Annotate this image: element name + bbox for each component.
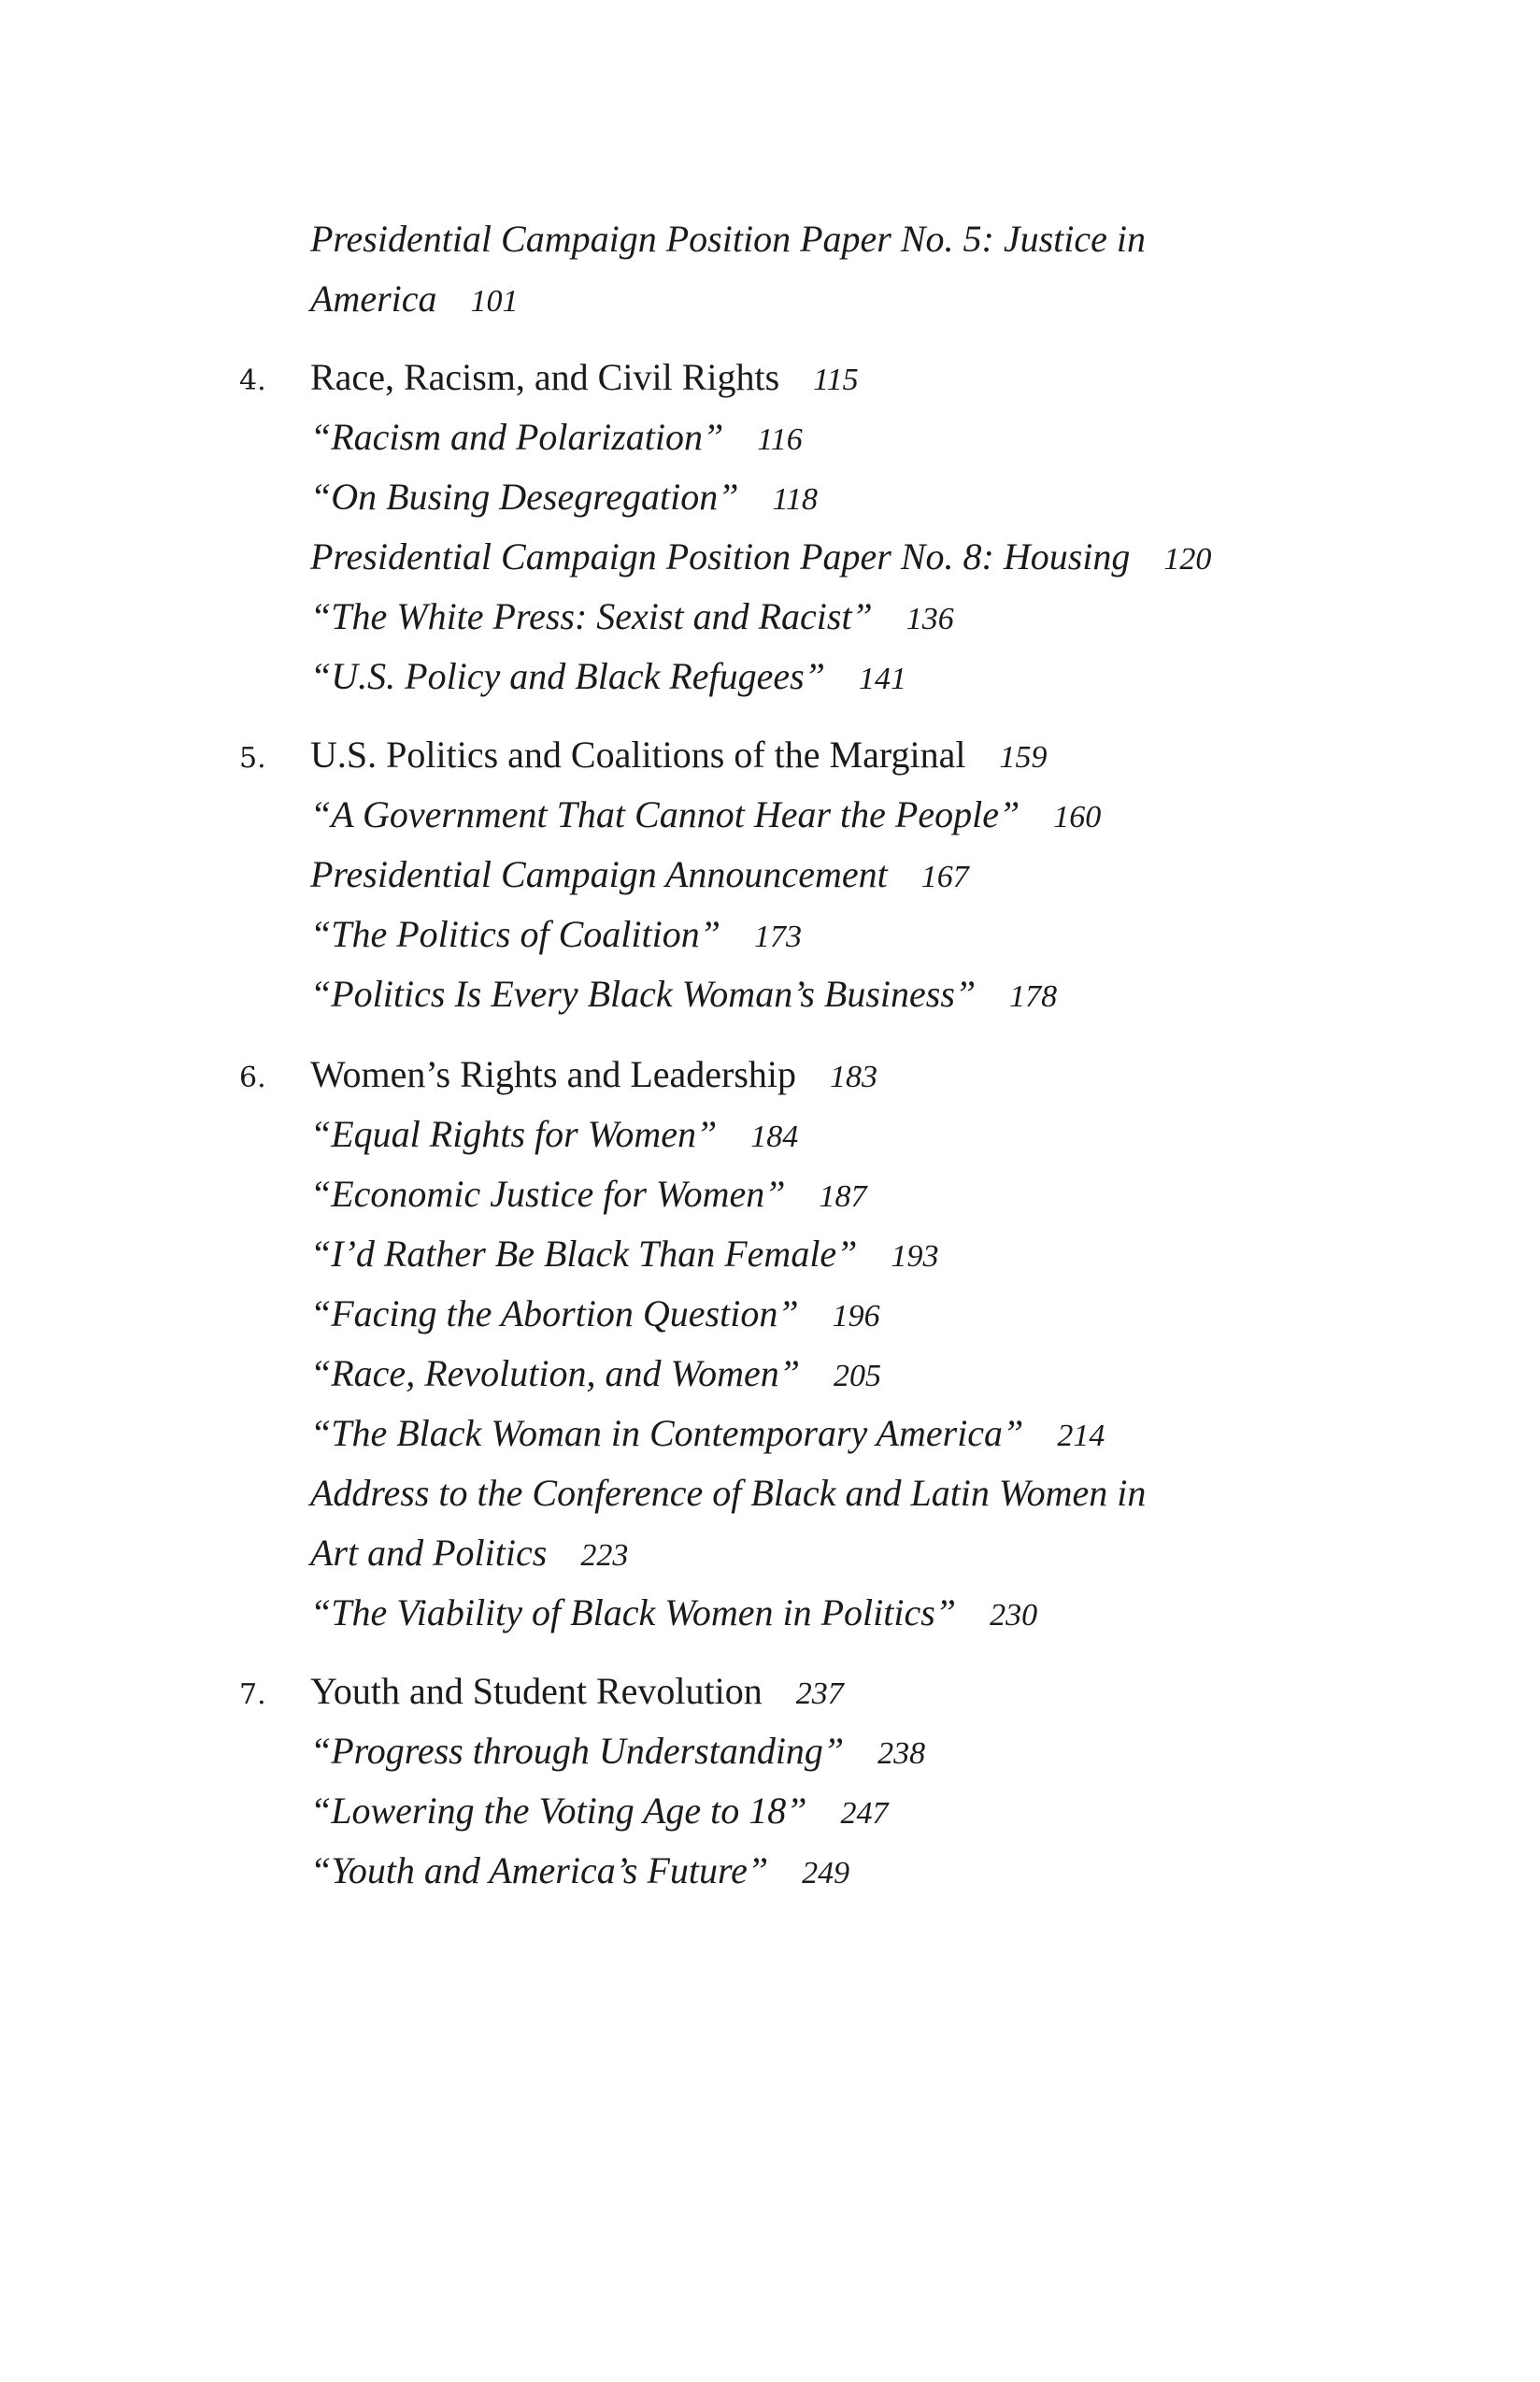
entry-page: 187 xyxy=(819,1179,867,1214)
chapter-title: Race, Racism, and Civil Rights xyxy=(310,356,780,398)
toc-entry xyxy=(310,972,1057,1020)
entry-title: “I’d Rather Be Black Than Female” xyxy=(310,1233,858,1275)
toc-entry xyxy=(310,654,906,702)
chapter-title: U.S. Politics and Coalitions of the Marginal xyxy=(310,734,966,776)
entry-title: Art and Politics xyxy=(310,1532,548,1574)
entry-page: 230 xyxy=(990,1598,1038,1633)
entry-title: “On Busing Desegregation” xyxy=(310,476,739,518)
entry-title: “The Viability of Black Women in Politics” xyxy=(310,1591,957,1633)
toc-entry xyxy=(310,277,519,324)
chapter-entry xyxy=(310,733,1047,780)
toc-entry xyxy=(310,217,1146,262)
entry-title: Presidential Campaign Announcement xyxy=(310,853,888,895)
chapter-entry xyxy=(310,355,859,403)
entry-title: “The Politics of Coalition” xyxy=(310,913,720,955)
toc-entry xyxy=(310,1471,1146,1516)
entry-page: 249 xyxy=(802,1856,850,1890)
toc-entry xyxy=(310,1411,1105,1459)
entry-page: 178 xyxy=(1009,979,1058,1014)
entry-page: 247 xyxy=(840,1796,889,1831)
toc-entry xyxy=(310,415,803,463)
toc-entry xyxy=(310,1351,881,1399)
entry-page: 223 xyxy=(580,1538,629,1573)
entry-title: Address to the Conference of Black and Latin Women in xyxy=(310,1472,1147,1514)
chapter-title: Women’s Rights and Leadership xyxy=(310,1053,797,1095)
entry-title: Presidential Campaign Position Paper No. 5: Justice in xyxy=(310,218,1146,260)
chapter-entry xyxy=(310,1052,877,1100)
toc-entry xyxy=(310,1232,938,1279)
toc-entry xyxy=(310,1848,849,1896)
entry-page: 136 xyxy=(905,602,954,636)
entry-page: 159 xyxy=(999,740,1048,775)
entry-page: 214 xyxy=(1057,1419,1105,1453)
toc-entry xyxy=(310,475,818,522)
chapter-number: 6. xyxy=(239,1062,266,1094)
toc-entry xyxy=(310,594,954,642)
entry-title: “The White Press: Sexist and Racist” xyxy=(310,595,873,637)
entry-page: 101 xyxy=(470,284,519,319)
entry-title: “U.S. Policy and Black Refugees” xyxy=(310,655,825,697)
toc-entry xyxy=(310,1172,866,1220)
entry-title: “Economic Justice for Women” xyxy=(310,1173,786,1215)
entry-title: “A Government That Cannot Hear the People” xyxy=(310,793,1020,835)
entry-page: 173 xyxy=(753,920,802,954)
toc-entry xyxy=(310,912,802,960)
entry-page: 141 xyxy=(858,662,906,696)
entry-page: 160 xyxy=(1053,800,1102,834)
chapter-title: Youth and Student Revolution xyxy=(310,1670,763,1712)
entry-title: “Race, Revolution, and Women” xyxy=(310,1352,801,1394)
toc-entry xyxy=(310,1291,880,1339)
chapter-number: 7. xyxy=(239,1678,266,1711)
entry-title: “Facing the Abortion Question” xyxy=(310,1292,799,1334)
entry-page: 116 xyxy=(757,422,803,457)
entry-page: 183 xyxy=(830,1060,878,1094)
entry-page: 237 xyxy=(795,1676,844,1711)
chapter-entry xyxy=(310,1669,844,1717)
toc-entry xyxy=(310,1531,628,1578)
toc-entry xyxy=(310,1789,889,1836)
toc-entry xyxy=(310,535,1211,582)
entry-page: 120 xyxy=(1163,542,1212,577)
entry-title: “Racism and Polarization” xyxy=(310,416,724,458)
entry-title: America xyxy=(310,278,437,320)
entry-page: 115 xyxy=(813,363,859,397)
chapter-number: 4. xyxy=(239,364,266,397)
entry-title: “Progress through Understanding” xyxy=(310,1730,845,1772)
entry-page: 193 xyxy=(891,1239,939,1274)
entry-page: 184 xyxy=(750,1120,799,1154)
entry-page: 238 xyxy=(877,1736,926,1771)
toc-entry xyxy=(310,1112,798,1160)
toc-entry xyxy=(310,852,969,900)
toc-entry xyxy=(310,1729,925,1776)
chapter-number: 5. xyxy=(239,742,266,775)
toc-entry xyxy=(310,792,1101,840)
entry-title: Presidential Campaign Position Paper No. 8: Housing xyxy=(310,535,1131,578)
entry-title: “Equal Rights for Women” xyxy=(310,1113,718,1155)
entry-title: “Politics Is Every Black Woman’s Business” xyxy=(310,973,977,1015)
entry-page: 205 xyxy=(834,1359,882,1393)
entry-page: 167 xyxy=(920,860,969,894)
entry-page: 118 xyxy=(772,482,818,517)
entry-title: “Lowering the Voting Age to 18” xyxy=(310,1790,807,1832)
entry-title: “The Black Woman in Contemporary America” xyxy=(310,1412,1024,1454)
entry-title: “Youth and America’s Future” xyxy=(310,1849,769,1891)
entry-page: 196 xyxy=(832,1299,880,1334)
toc-entry xyxy=(310,1590,1037,1638)
